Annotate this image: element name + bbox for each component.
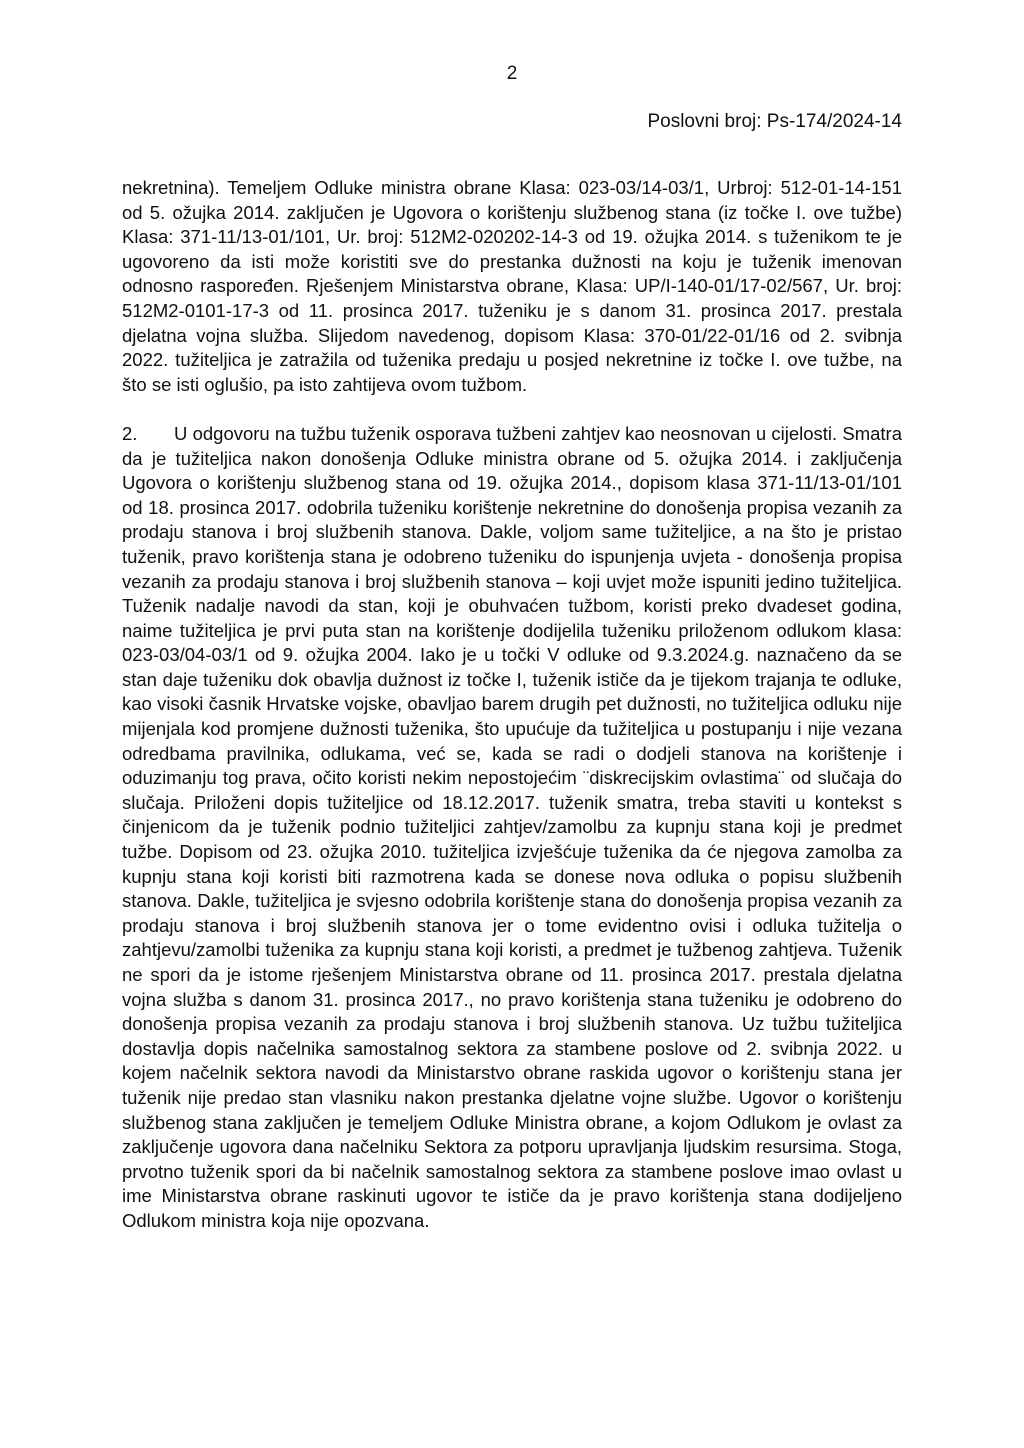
paragraph-continuation — [122, 176, 902, 397]
page-number: 2 — [506, 63, 518, 84]
paragraph-text: U odgovoru na tužbu tuženik osporava tužbeni zahtjev kao neosnovan u cijelosti. Smatra da je tužiteljica nakon donošenja Odluke ministra obrane od 5. ožujka 2014. i zaključenja Ugovora o korištenju službenog stana od 19. ožujka 2014., dopisom klasa 371-11/13-01/101 od 18. prosinca 2017. odobrila tuženiku korištenje nekretnine do donošenja propisa vezanih za prodaju stanova i broj službenih stanova. Dakle, voljom same tužiteljice, a na što je pristao tuženik, pravo korištenja stana je odobreno tuženiku do ispunjenja uvjeta - donošenja propisa vezanih za prodaju stanova i broj službenih stanova – koji uvjet može ispuniti jedino tužiteljica. Tuženik nadalje navodi da stan, koji je obuhvaćen tužbom, koristi preko dvadeset godina, naime tužiteljica je prvi puta stan na korištenje dodijelila tuženiku priloženom odlukom klasa: 023-03/04-03/1 od 9. ožujka 2004. Iako je u točki V odluke od 9.3.2024.g. naznačeno da se stan daje tuženiku dok obavlja dužnost iz točke I, tuženik ističe da je tijekom trajanja te odluke, kao visoki časnik Hrvatske vojske, obavljao barem drugih pet dužnosti, no tužiteljica odluku nije mijenjala kod promjene dužnosti tuženika, što upućuje da tužiteljica u postupanju i nije vezana odredbama pravilnika, odlukama, već se, kada se radi o dodjeli stanova na korištenje i oduzimanju tog prava, očito koristi nekim nepostojećim ¨diskrecijskim ovlastima¨ od slučaja do slučaja. Priloženi dopis tužiteljice od 18.12.2017. tuženik smatra, treba staviti u kontekst s činjenicom da je tuženik podnio tužiteljici zahtjev/zamolbu za kupnju stana koji je predmet tužbe. Dopisom od 23. ožujka 2010. tužiteljica izvješćuje tuženika da će njegova zamolba za kupnju stana koji koristi biti razmotrena kada se donese nova odluka o popisu službenih stanova. Dakle, tužiteljica je svjesno odobrila korištenje stana do donošenja propisa vezanih za prodaju stanova i broj službenih stanova jer o tome evidentno ovisi i odluka tužitelja o zahtjevu/zamolbi tuženika za kupnju stana koji koristi, a predmet je tužbenog zahtjeva. Tuženik ne spori da je istome rješenjem Ministarstva obrane od 11. prosinca 2017. prestala djelatna vojna služba s danom 31. prosinca 2017., no pravo korištenja stana tuženiku je odobreno do donošenja propisa vezanih za prodaju stanova i broj službenih stanova. Uz tužbu tužiteljica dostavlja dopis načelnika samostalnog sektora za stambene poslove od 2. svibnja 2022. u kojem načelnik sektora navodi da Ministarstvo obrane raskida ugovor o korištenju stana jer tuženik nije predao stan vlasniku nakon prestanka djelatne vojne službe. Ugovor o korištenju službenog stana zaključen je temeljem Odluke Ministra obrane, a kojom Odlukom je ovlast za zaključenje ugovora dana načelniku Sektora za potporu upravljanja ljudskim resursima. Stoga, prvotno tuženik spori da bi načelnik samostalnog sektora za stambene poslove imao ovlast u ime Ministarstva obrane raskinuti ugovor te ističe da je pravo korištenja stana dodijeljeno Odlukom ministra koja nije opozvana. — [122, 422, 902, 1231]
paragraph-2 — [122, 422, 902, 1234]
case-number: Poslovni broj: Ps-174/2024-14 — [647, 111, 902, 132]
paragraph-number: 2. — [122, 422, 138, 444]
paragraph-text: nekretnina). Temeljem Odluke ministra obrane Klasa: 023-03/14-03/1, Urbroj: 512-01-14-151 od 5. ožujka 2014. zaključen je Ugovora o korištenju službenog stana (iz točke I. ove tužbe) Klasa: 371-11/13-01/101, Ur. broj: 512M2-020202-14-3 od 19. ožujka 2014. s tuženikom te je ugovoreno da isti može koristiti sve do prestanka dužnosti na koju je tuženik imenovan odnosno raspoređen. Rješenjem Ministarstva obrane, Klasa: UP/I-140-01/17-02/567, Ur. broj: 512M2-0101-17-3 od 11. prosinca 2017. tuženiku je s danom 31. prosinca 2017. prestala djelatna vojna služba. Slijedom navedenog, dopisom Klasa: 370-01/22-01/16 od 2. svibnja 2022. tužiteljica je zatražila od tuženika predaju u posjed nekretnine iz točke I. ove tužbe, na što se isti oglušio, pa isto zahtijeva ovom tužbom. — [122, 177, 902, 395]
document-body — [122, 176, 902, 1234]
